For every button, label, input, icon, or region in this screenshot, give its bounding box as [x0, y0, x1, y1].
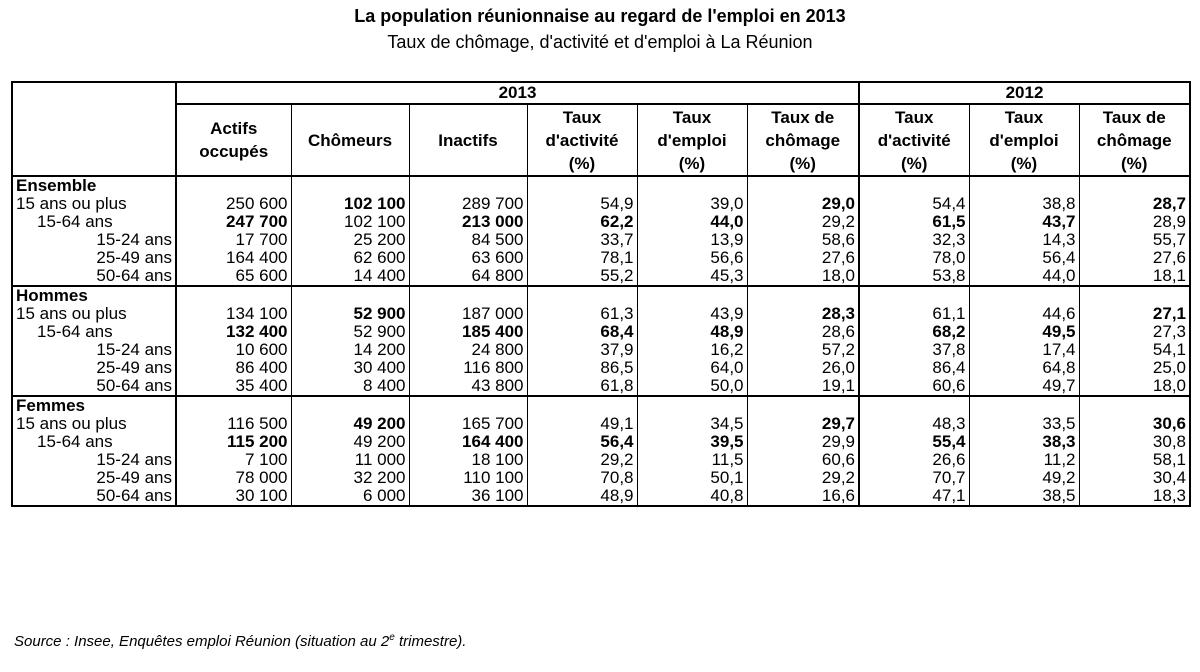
table-cell: 44,0 [637, 213, 747, 231]
table-cell: 45,3 [637, 267, 747, 286]
table-cell: 25 200 [291, 231, 409, 249]
col-actifs-occupes: Actifs occupés [176, 104, 291, 176]
table-cell: 55,4 [859, 433, 969, 451]
table-cell: 18,3 [1079, 487, 1190, 506]
table-cell: 187 000 [409, 305, 527, 323]
table-cell: 68,2 [859, 323, 969, 341]
table-cell: 58,1 [1079, 451, 1190, 469]
section-spacer-cell [747, 176, 859, 195]
table-cell: 52 900 [291, 305, 409, 323]
row-label: 25-49 ans [12, 469, 176, 487]
table-cell: 39,5 [637, 433, 747, 451]
table-cell: 19,1 [747, 377, 859, 396]
table-cell: 56,6 [637, 249, 747, 267]
section-spacer-cell [969, 396, 1079, 415]
page-title: La population réunionnaise au regard de l'emploi en 2013 [354, 6, 846, 26]
table-cell: 50,1 [637, 469, 747, 487]
table-cell: 18,1 [1079, 267, 1190, 286]
table-cell: 247 700 [176, 213, 291, 231]
col-inactifs: Inactifs [409, 104, 527, 176]
row-label: 25-49 ans [12, 359, 176, 377]
table-cell: 56,4 [527, 433, 637, 451]
table-cell: 289 700 [409, 195, 527, 213]
table-cell: 28,7 [1079, 195, 1190, 213]
table-cell: 86,4 [859, 359, 969, 377]
table-cell: 60,6 [859, 377, 969, 396]
table-cell: 116 500 [176, 415, 291, 433]
row-label: 15 ans ou plus [12, 415, 176, 433]
table-cell: 39,0 [637, 195, 747, 213]
table-cell: 48,9 [637, 323, 747, 341]
table-cell: 49 200 [291, 433, 409, 451]
table-cell: 28,6 [747, 323, 859, 341]
table-cell: 47,1 [859, 487, 969, 506]
table-cell: 48,9 [527, 487, 637, 506]
section-spacer-cell [409, 176, 527, 195]
table-cell: 30,4 [1079, 469, 1190, 487]
table-cell: 30 100 [176, 487, 291, 506]
table-cell: 28,9 [1079, 213, 1190, 231]
section-spacer-cell [969, 286, 1079, 305]
table-cell: 86,5 [527, 359, 637, 377]
col-taux-activite-2013: Taux d'activité (%) [527, 104, 637, 176]
table-cell: 44,6 [969, 305, 1079, 323]
table-cell: 38,3 [969, 433, 1079, 451]
table-cell: 18 100 [409, 451, 527, 469]
table-cell: 213 000 [409, 213, 527, 231]
table-cell: 32,3 [859, 231, 969, 249]
table-cell: 49,7 [969, 377, 1079, 396]
section-spacer-cell [859, 176, 969, 195]
table-cell: 49 200 [291, 415, 409, 433]
table-cell: 14 200 [291, 341, 409, 359]
section-spacer-cell [747, 286, 859, 305]
section-spacer-cell [747, 396, 859, 415]
table-cell: 63 600 [409, 249, 527, 267]
table-cell: 43 800 [409, 377, 527, 396]
row-label: 15-24 ans [12, 231, 176, 249]
table-cell: 62 600 [291, 249, 409, 267]
row-label: 15 ans ou plus [12, 305, 176, 323]
row-label: 15 ans ou plus [12, 195, 176, 213]
table-row [12, 487, 1190, 506]
table-cell: 27,1 [1079, 305, 1190, 323]
table-cell: 34,5 [637, 415, 747, 433]
table-cell: 38,5 [969, 487, 1079, 506]
table-cell: 33,7 [527, 231, 637, 249]
employment-table [11, 81, 1191, 507]
row-label: 15-24 ans [12, 341, 176, 359]
table-cell: 14,3 [969, 231, 1079, 249]
table-row [12, 249, 1190, 267]
table-cell: 165 700 [409, 415, 527, 433]
table-cell: 64,8 [969, 359, 1079, 377]
table-cell: 16,6 [747, 487, 859, 506]
table-cell: 57,2 [747, 341, 859, 359]
table-cell: 54,9 [527, 195, 637, 213]
table-cell: 58,6 [747, 231, 859, 249]
row-label: 25-49 ans [12, 249, 176, 267]
table-cell: 61,3 [527, 305, 637, 323]
section-spacer-cell [1079, 176, 1190, 195]
table-cell: 6 000 [291, 487, 409, 506]
table-cell: 30,6 [1079, 415, 1190, 433]
section-spacer-cell [527, 286, 637, 305]
section-spacer-cell [859, 286, 969, 305]
table-cell: 49,5 [969, 323, 1079, 341]
source-note: Source : Insee, Enquêtes emploi Réunion (situation au 2e trimestre). [14, 632, 467, 650]
table-cell: 17 700 [176, 231, 291, 249]
section-spacer-cell [176, 176, 291, 195]
table-cell: 60,6 [747, 451, 859, 469]
table-cell: 164 400 [409, 433, 527, 451]
table-cell: 37,8 [859, 341, 969, 359]
table-cell: 17,4 [969, 341, 1079, 359]
table-cell: 102 100 [291, 213, 409, 231]
table-cell: 35 400 [176, 377, 291, 396]
table-cell: 61,8 [527, 377, 637, 396]
table-cell: 28,3 [747, 305, 859, 323]
table-cell: 11,5 [637, 451, 747, 469]
table-cell: 7 100 [176, 451, 291, 469]
section-spacer-cell [291, 286, 409, 305]
row-label: 50-64 ans [12, 377, 176, 396]
table-cell: 32 200 [291, 469, 409, 487]
table-row [12, 451, 1190, 469]
section-spacer-cell [291, 176, 409, 195]
table-cell: 115 200 [176, 433, 291, 451]
table-row [12, 359, 1190, 377]
table-cell: 54,1 [1079, 341, 1190, 359]
table-cell: 132 400 [176, 323, 291, 341]
table-cell: 26,0 [747, 359, 859, 377]
table-cell: 13,9 [637, 231, 747, 249]
table-cell: 86 400 [176, 359, 291, 377]
table-cell: 48,3 [859, 415, 969, 433]
table-row [12, 323, 1190, 341]
table-cell: 43,7 [969, 213, 1079, 231]
table-cell: 49,1 [527, 415, 637, 433]
row-label: 15-64 ans [12, 323, 176, 341]
row-label: 15-24 ans [12, 451, 176, 469]
table-row [12, 231, 1190, 249]
row-label: 50-64 ans [12, 267, 176, 286]
table-cell: 29,2 [747, 469, 859, 487]
table-cell: 14 400 [291, 267, 409, 286]
section-label-ensemble: Ensemble [12, 176, 176, 195]
table-cell: 38,8 [969, 195, 1079, 213]
table-cell: 29,2 [527, 451, 637, 469]
table-cell: 116 800 [409, 359, 527, 377]
table-row [12, 433, 1190, 451]
table-row [12, 213, 1190, 231]
table-cell: 18,0 [1079, 377, 1190, 396]
col-chomeurs: Chômeurs [291, 104, 409, 176]
col-taux-chomage-2013: Taux de chômage (%) [747, 104, 859, 176]
table-cell: 56,4 [969, 249, 1079, 267]
table-cell: 27,6 [1079, 249, 1190, 267]
table-row [12, 305, 1190, 323]
table-cell: 64 800 [409, 267, 527, 286]
table-cell: 43,9 [637, 305, 747, 323]
table-cell: 25,0 [1079, 359, 1190, 377]
table-cell: 70,7 [859, 469, 969, 487]
section-spacer-cell [527, 176, 637, 195]
table-cell: 27,6 [747, 249, 859, 267]
table-cell: 61,1 [859, 305, 969, 323]
table-cell: 84 500 [409, 231, 527, 249]
section-spacer-cell [637, 176, 747, 195]
page-subtitle: Taux de chômage, d'activité et d'emploi à La Réunion [387, 32, 813, 52]
section-spacer-cell [527, 396, 637, 415]
table-cell: 29,0 [747, 195, 859, 213]
row-label: 15-64 ans [12, 433, 176, 451]
table-cell: 29,2 [747, 213, 859, 231]
table-cell: 68,4 [527, 323, 637, 341]
section-label-femmes: Femmes [12, 396, 176, 415]
year-2012-header: 2012 [859, 82, 1190, 104]
section-spacer-cell [409, 396, 527, 415]
table-cell: 29,7 [747, 415, 859, 433]
section-spacer-cell [637, 286, 747, 305]
col-taux-chomage-2012: Taux de chômage (%) [1079, 104, 1190, 176]
table-cell: 40,8 [637, 487, 747, 506]
section-spacer-cell [969, 176, 1079, 195]
table-cell: 54,4 [859, 195, 969, 213]
section-spacer-cell [1079, 286, 1190, 305]
table-cell: 24 800 [409, 341, 527, 359]
table-cell: 61,5 [859, 213, 969, 231]
section-spacer-cell [176, 286, 291, 305]
corner-cell [12, 82, 176, 176]
table-cell: 8 400 [291, 377, 409, 396]
table-cell: 30,8 [1079, 433, 1190, 451]
table-cell: 30 400 [291, 359, 409, 377]
table-cell: 26,6 [859, 451, 969, 469]
table-cell: 55,7 [1079, 231, 1190, 249]
row-label: 50-64 ans [12, 487, 176, 506]
table-cell: 29,9 [747, 433, 859, 451]
table-cell: 52 900 [291, 323, 409, 341]
table-cell: 78 000 [176, 469, 291, 487]
table-cell: 110 100 [409, 469, 527, 487]
row-label: 15-64 ans [12, 213, 176, 231]
table-cell: 65 600 [176, 267, 291, 286]
table-cell: 134 100 [176, 305, 291, 323]
section-label-hommes: Hommes [12, 286, 176, 305]
table-cell: 53,8 [859, 267, 969, 286]
table-cell: 78,0 [859, 249, 969, 267]
table-cell: 164 400 [176, 249, 291, 267]
table-row [12, 377, 1190, 396]
table-cell: 62,2 [527, 213, 637, 231]
table-cell: 33,5 [969, 415, 1079, 433]
table-row [12, 267, 1190, 286]
table-cell: 250 600 [176, 195, 291, 213]
table-cell: 185 400 [409, 323, 527, 341]
col-taux-activite-2012: Taux d'activité (%) [859, 104, 969, 176]
table-row [12, 415, 1190, 433]
table-row [12, 195, 1190, 213]
section-spacer-cell [291, 396, 409, 415]
table-cell: 78,1 [527, 249, 637, 267]
table-cell: 18,0 [747, 267, 859, 286]
table-cell: 10 600 [176, 341, 291, 359]
table-cell: 16,2 [637, 341, 747, 359]
table-cell: 27,3 [1079, 323, 1190, 341]
col-taux-emploi-2013: Taux d'emploi (%) [637, 104, 747, 176]
table-cell: 49,2 [969, 469, 1079, 487]
table-row [12, 341, 1190, 359]
table-cell: 37,9 [527, 341, 637, 359]
col-taux-emploi-2012: Taux d'emploi (%) [969, 104, 1079, 176]
table-cell: 102 100 [291, 195, 409, 213]
table-cell: 11 000 [291, 451, 409, 469]
section-spacer-cell [1079, 396, 1190, 415]
section-spacer-cell [637, 396, 747, 415]
table-cell: 55,2 [527, 267, 637, 286]
table-cell: 50,0 [637, 377, 747, 396]
section-spacer-cell [859, 396, 969, 415]
table-cell: 36 100 [409, 487, 527, 506]
table-cell: 70,8 [527, 469, 637, 487]
table-cell: 44,0 [969, 267, 1079, 286]
table-row [12, 469, 1190, 487]
year-2013-header: 2013 [176, 82, 859, 104]
section-spacer-cell [176, 396, 291, 415]
table-cell: 11,2 [969, 451, 1079, 469]
table-cell: 64,0 [637, 359, 747, 377]
section-spacer-cell [409, 286, 527, 305]
